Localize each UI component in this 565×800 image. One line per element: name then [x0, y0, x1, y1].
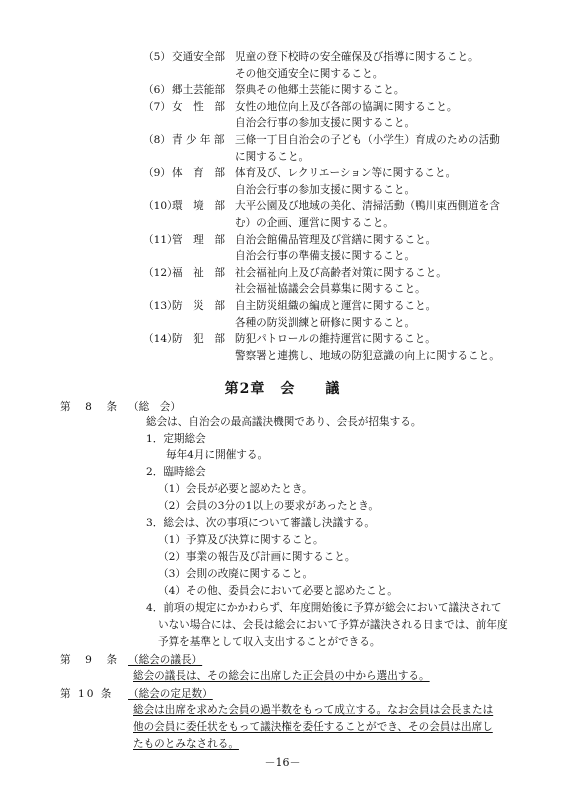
department-duty: 社会福祉協議会会員募集に関すること。 [235, 283, 426, 296]
department-name: 防 災 部 [172, 300, 225, 312]
department-name: 交通安全部 [172, 51, 225, 63]
department-duty: 警察署と連携し、地域の防犯意識の向上に関すること。 [235, 349, 500, 362]
chapter-title: 第2章 会 議 [224, 381, 341, 397]
department-number: （5） [143, 51, 171, 63]
department-number: （8） [143, 134, 171, 146]
department-duty: 女性の地位向上及び各部の協調に関すること。 [235, 100, 458, 113]
department-name: 環 境 部 [172, 200, 225, 213]
department-number: （9） [143, 167, 171, 180]
department-heading [143, 266, 235, 280]
department-duty: 自治会行事の参加支援に関すること。 [235, 117, 416, 130]
department-duty: 大平公園及び地域の美化、清掃活動（鴨川東西側道を含 [235, 200, 500, 213]
department-name: 福 祉 部 [172, 266, 225, 279]
article-8-item-3-c: （3）会則の改廃に関すること。 [158, 568, 314, 580]
department-duty: 社会福祉向上及び高齢者対策に関すること。 [235, 266, 447, 279]
article-9-label: 第 9 条 [60, 654, 120, 666]
department-duty: 防犯パトロールの維持運営に関すること。 [235, 333, 436, 346]
article-8-item-2-b: （2）会員の3分の1以上の要求があったとき。 [158, 500, 379, 512]
article-8-item-2-a: （1）会長が必要と認めたとき。 [158, 483, 313, 495]
article-8-item-1-sub: 毎年4月に開催する。 [166, 449, 269, 461]
department-name: 郷土芸能部 [172, 84, 225, 97]
department-name: 管 理 部 [172, 233, 225, 246]
article-10-line-2: 他の会員に委任状をもって議決権を委任することができ、その会員は出席し [133, 721, 493, 733]
article-8-item-3-d: （4）その他、委員会において必要と認めたこと。 [158, 585, 398, 597]
department-duty: 児童の登下校時の安全確保及び指導に関すること。 [235, 51, 479, 63]
department-number: （14） [143, 333, 178, 346]
department-duty: 三條一丁目自治会の子ども（小学生）育成のための活動 [235, 134, 500, 146]
article-8-item-3-a: （1）予算及び決算に関すること。 [158, 534, 324, 546]
article-8-label: 第 8 条 [60, 401, 120, 413]
department-number: （6） [143, 84, 171, 97]
department-name: 防 犯 部 [172, 333, 225, 346]
department-duty: 自治会行事の準備支援に関すること。 [235, 250, 416, 263]
department-heading [143, 332, 235, 346]
article-8-item-4-line-2: いない場合には、会長は総会において予算が議決される日までは、前年度 [158, 619, 508, 631]
department-duty: む）の企画、運営に関すること。 [235, 217, 394, 229]
department-heading [143, 50, 235, 64]
department-duty: その他交通安全に関すること。 [235, 67, 384, 80]
department-name: 体 育 部 [172, 167, 225, 180]
department-heading [143, 100, 235, 114]
page-number: －16－ [264, 756, 301, 769]
article-8-title: （総 会） [128, 401, 181, 413]
article-10-label: 第 10 条 [60, 688, 114, 700]
article-10-line-3: たものとみなされる。 [133, 738, 239, 750]
article-8-intro: 総会は、自治会の最高議決機関であり、会長が招集する。 [146, 416, 422, 428]
article-8-item-3: 3．総会は、次の事項について審議し決議する。 [146, 517, 375, 529]
department-heading [143, 166, 235, 180]
department-duty: に関すること。 [235, 150, 310, 163]
department-heading [143, 299, 235, 313]
department-number: （11） [143, 233, 178, 246]
department-duty: 祭典その他郷土芸能に関すること。 [235, 84, 405, 97]
article-8-item-1: 1．定期総会 [146, 433, 206, 445]
department-heading [143, 199, 235, 213]
department-duty: 各種の防災訓練と研修に関すること。 [235, 316, 416, 329]
department-heading [143, 233, 235, 247]
article-8-item-4-line-3: 予算を基準として収入支出することができる。 [158, 636, 381, 648]
department-number: （12） [143, 266, 178, 279]
article-9-text: 総会の議長は、その総会に出席した正会員の中から選出する。 [133, 670, 430, 682]
department-number: （10） [143, 200, 178, 213]
department-heading [143, 133, 235, 147]
department-name: 女 性 部 [172, 100, 225, 113]
department-duty: 自主防災組織の編成と運営に関すること。 [235, 300, 437, 312]
article-8-item-3-b: （2）事業の報告及び計画に関すること。 [158, 551, 356, 563]
article-9-title: （総会の議長） [128, 654, 203, 666]
department-number: （13） [143, 300, 178, 312]
department-duty: 自治会館備品管理及び営繕に関すること。 [235, 233, 437, 246]
department-name: 青 少 年 部 [172, 134, 225, 146]
article-10-line-1: 総会は出席を求めた会員の過半数をもって成立する。なお会員は会長または [133, 704, 494, 716]
department-duty: 体育及び、レクリエーション等に関すること。 [235, 167, 457, 180]
article-10-title: （総会の定足数） [128, 688, 213, 700]
department-duty: 自治会行事の参加支援に関すること。 [235, 183, 416, 196]
department-number: （7） [143, 100, 171, 113]
article-8-item-2: 2．臨時総会 [146, 466, 206, 478]
article-8-item-4-line-1: 4．前項の規定にかかわらず、年度開始後に予算が総会において議決されて [146, 602, 502, 614]
department-heading [143, 83, 235, 97]
